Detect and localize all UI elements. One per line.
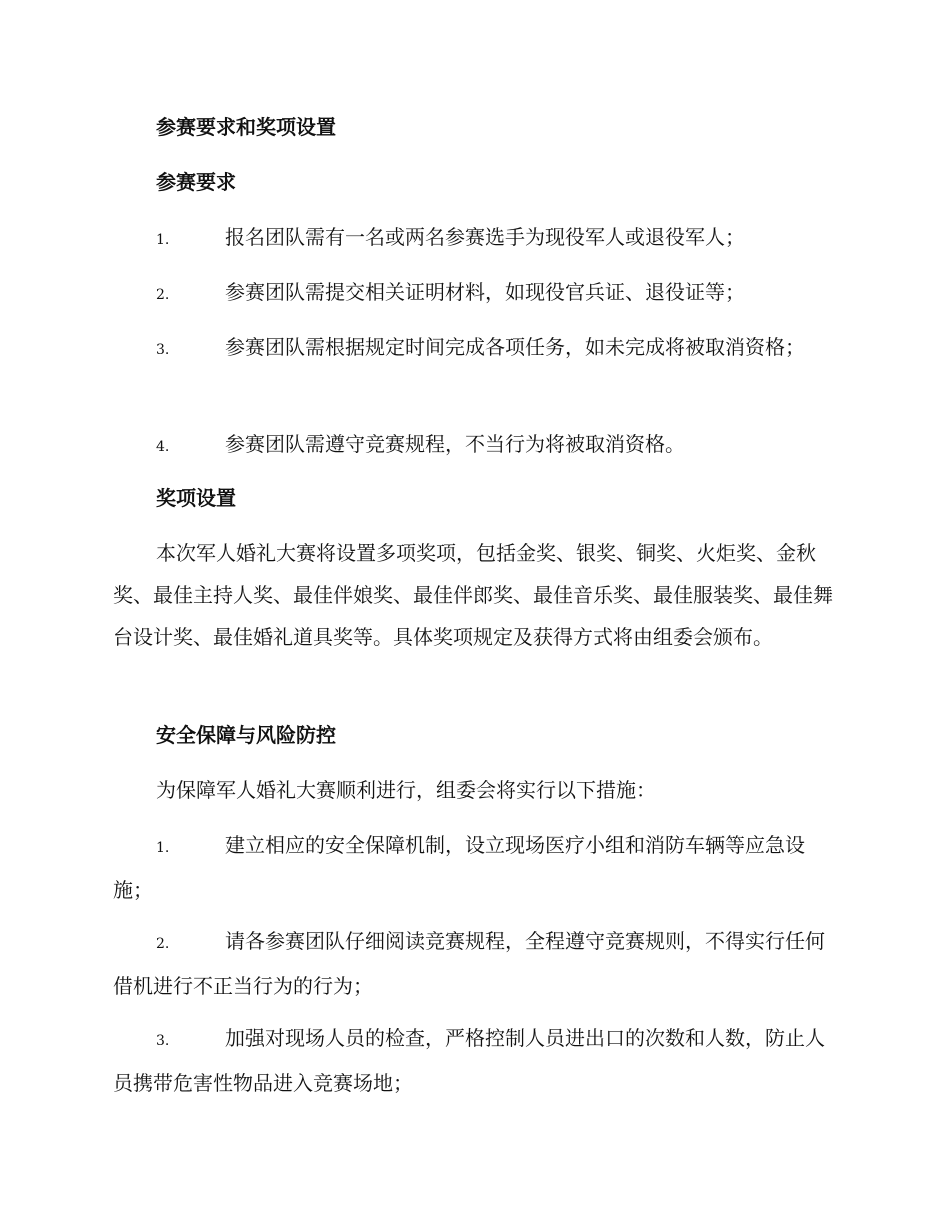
requirement-item-1	[113, 216, 838, 261]
awards-paragraph: 本次军人婚礼大赛将设置多项奖项，包括金奖、银奖、铜奖、火炬奖、金秋奖、最佳主持人奖、最佳伴娘奖、最佳伴郎奖、最佳音乐奖、最佳服装奖、最佳舞台设计奖、最佳婚礼道具奖等。具体奖项规定及获得方式将由组委会颁布。	[113, 541, 833, 649]
requirement-item-2	[113, 271, 838, 316]
requirement-text: 参赛团队需提交相关证明材料，如现役官兵证、退役证等；	[225, 280, 745, 304]
measure-text: 建立相应的安全保障机制，设立现场医疗小组和消防车辆等应急设施；	[113, 833, 805, 902]
list-number: 2.	[156, 287, 170, 303]
measure-item-2	[113, 920, 838, 1007]
requirements-heading: 参赛要求	[156, 170, 236, 194]
requirement-text: 报名团队需有一名或两名参赛选手为现役军人或退役军人；	[225, 225, 745, 249]
list-number: 1.	[156, 232, 170, 248]
safety-heading: 安全保障与风险防控	[156, 723, 336, 747]
measure-text: 加强对现场人员的检查，严格控制人员进出口的次数和人数，防止人员携带危害性物品进入竞赛场地；	[113, 1026, 825, 1095]
awards-heading: 奖项设置	[156, 486, 236, 510]
measure-item-3	[113, 1017, 838, 1104]
requirement-item-3	[113, 326, 838, 371]
list-number: 4.	[156, 439, 170, 455]
requirement-item-4	[113, 423, 838, 468]
list-number: 2.	[156, 936, 170, 952]
list-number: 3.	[156, 342, 170, 358]
list-number: 1.	[156, 840, 170, 856]
requirement-text: 参赛团队需遵守竞赛规程，不当行为将被取消资格。	[225, 432, 685, 456]
requirement-text: 参赛团队需根据规定时间完成各项任务，如未完成将被取消资格；	[225, 335, 805, 359]
measure-item-1	[113, 824, 838, 911]
measure-text: 请各参赛团队仔细阅读竞赛规程，全程遵守竞赛规则，不得实行任何借机进行不正当行为的行为；	[113, 929, 825, 998]
list-number: 3.	[156, 1033, 170, 1049]
main-title: 参赛要求和奖项设置	[156, 115, 336, 139]
safety-intro: 为保障军人婚礼大赛顺利进行，组委会将实行以下措施：	[156, 778, 656, 802]
